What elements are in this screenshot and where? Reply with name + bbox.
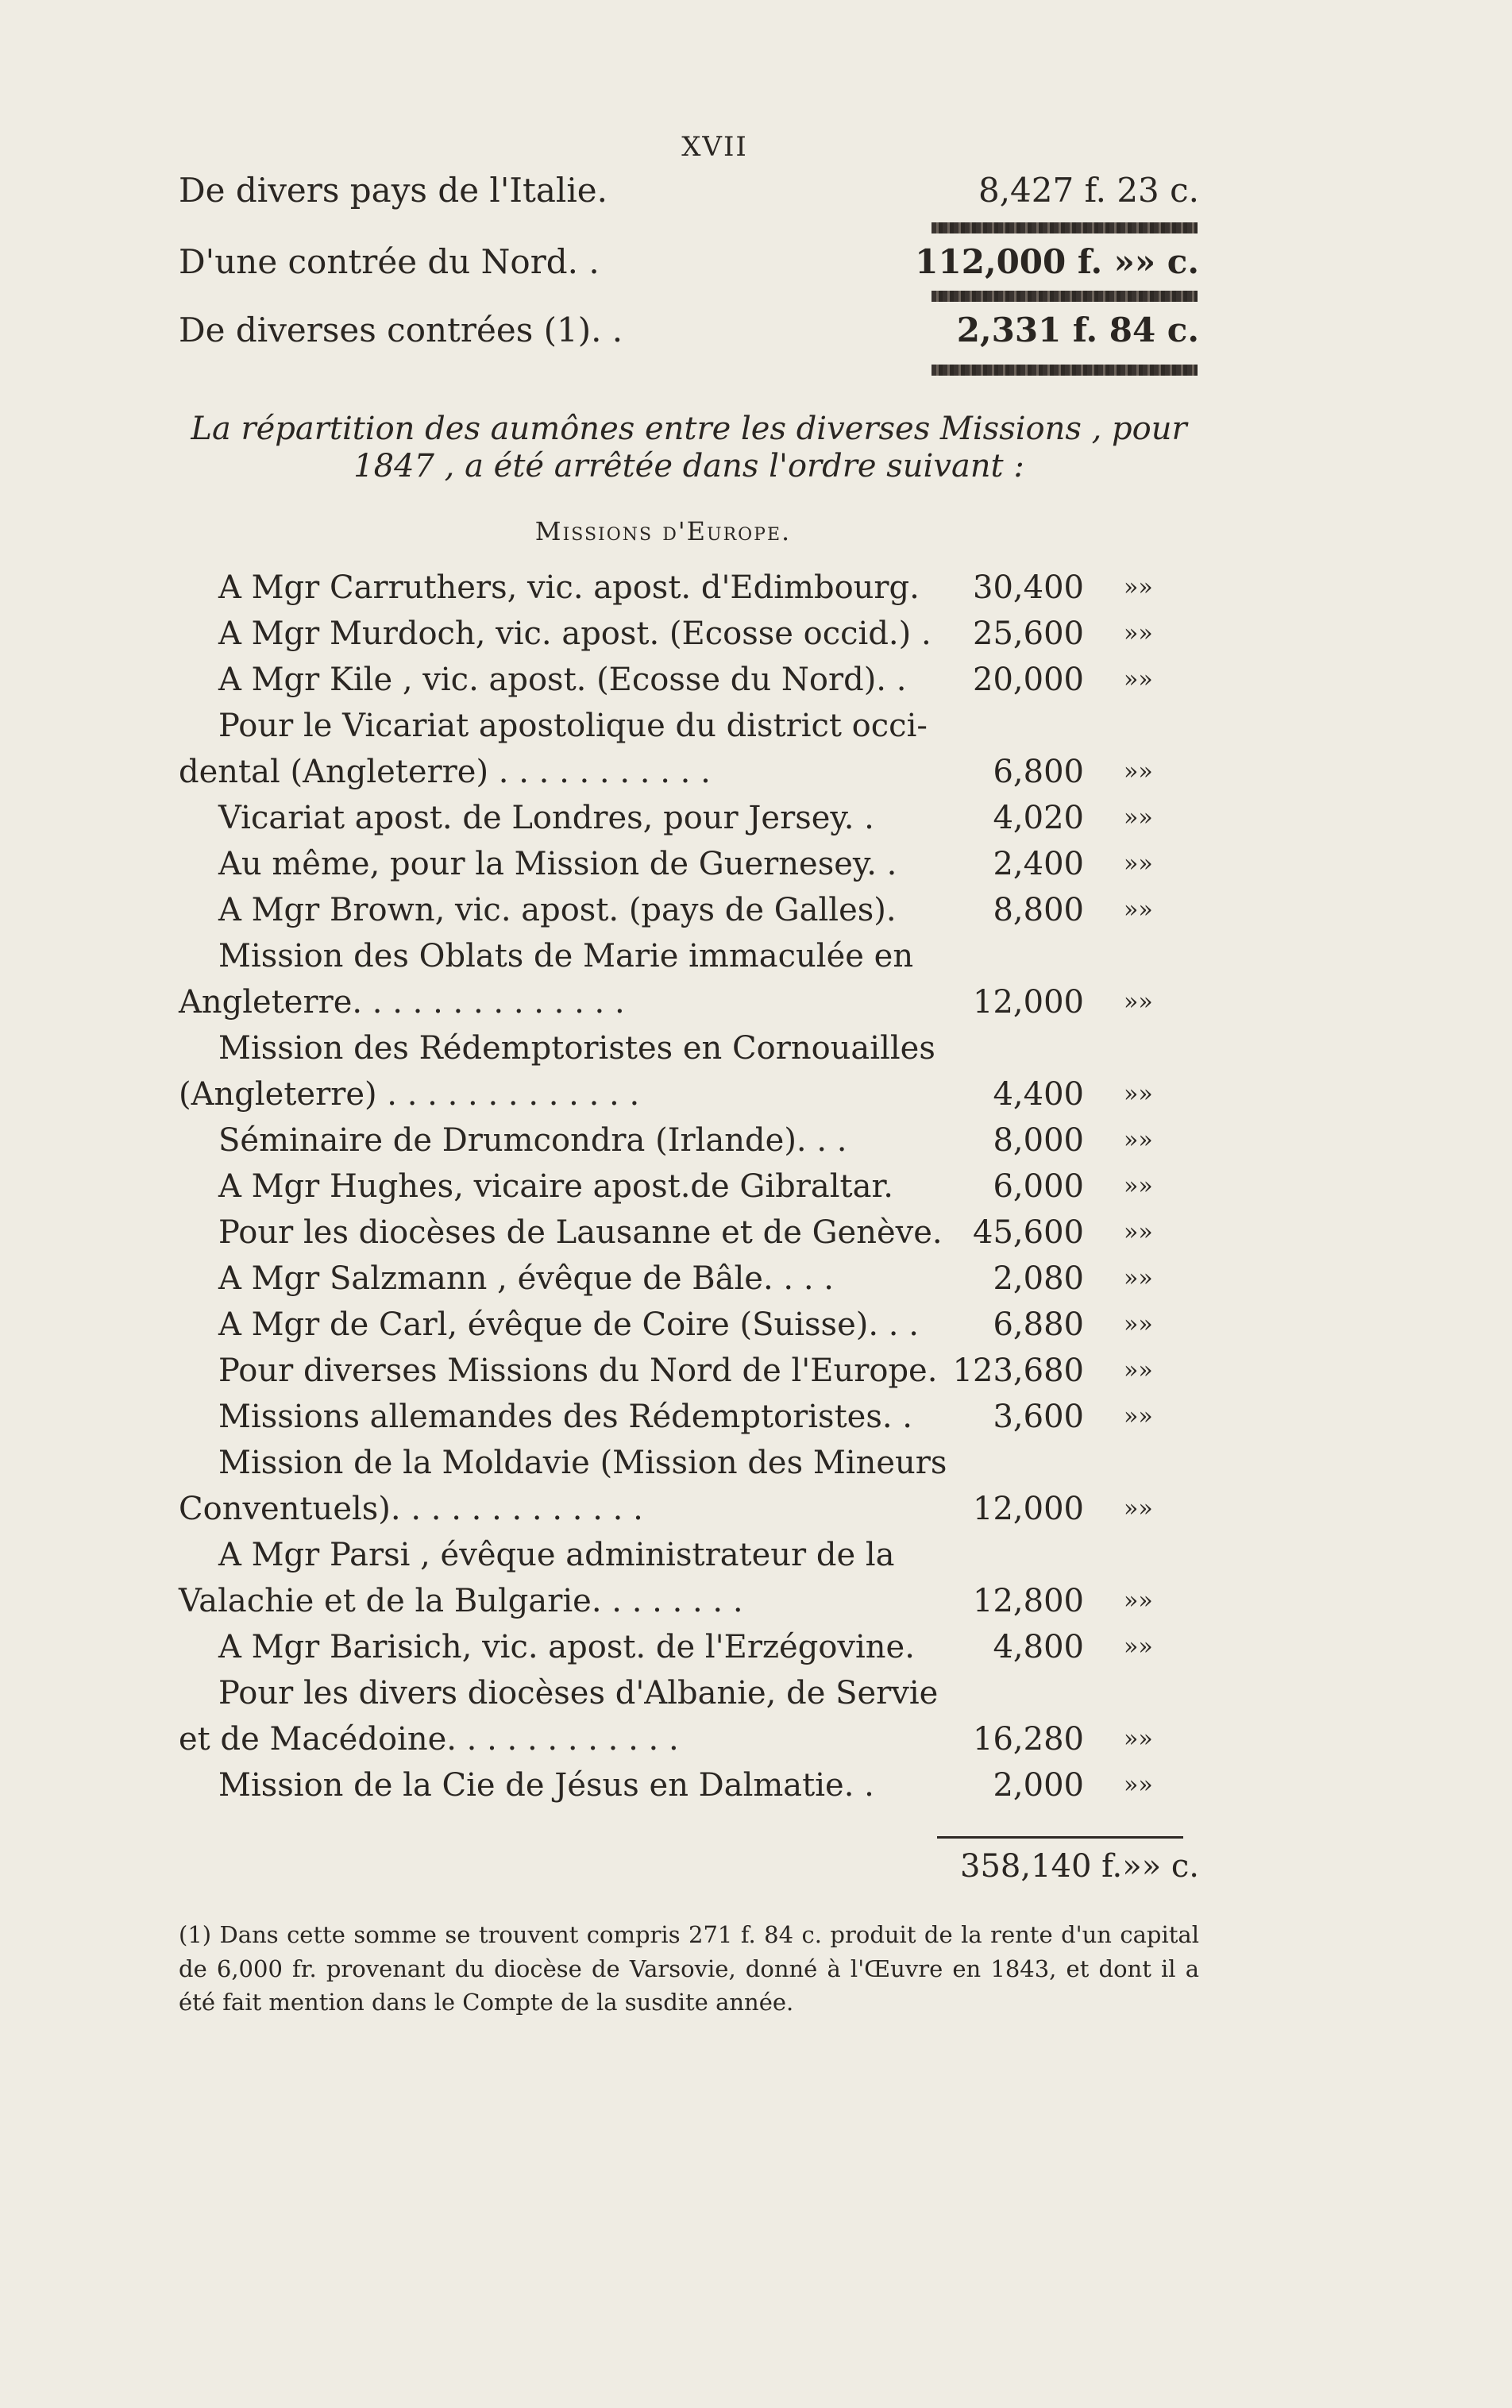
- allocation-label: Conventuels). . . . . . . . . . . . .: [179, 1491, 643, 1527]
- allocation-row: [179, 1302, 1199, 1348]
- allocation-row: [179, 703, 1199, 749]
- allocation-row: [179, 565, 1199, 611]
- allocation-row: [179, 1624, 1199, 1670]
- allocation-list: [179, 565, 1199, 1808]
- allocation-label: Valachie et de la Bulgarie. . . . . . . .: [179, 1583, 743, 1619]
- allocation-label: et de Macédoine. . . . . . . . . . . .: [179, 1721, 679, 1758]
- allocation-row: [179, 1670, 1199, 1716]
- allocation-cents: »»: [1124, 1495, 1153, 1522]
- allocation-cents: »»: [1124, 1587, 1153, 1615]
- allocation-cents: »»: [1124, 1264, 1153, 1292]
- allocation-label: Mission des Oblats de Marie immaculée en: [218, 938, 914, 974]
- allocation-row: [179, 1578, 1199, 1624]
- allocation-cents: »»: [1124, 758, 1153, 785]
- allocation-amount: 3,600: [993, 1399, 1084, 1435]
- allocation-row: [179, 1348, 1199, 1394]
- allocation-label: A Mgr Salzmann , évêque de Bâle. . . .: [218, 1260, 834, 1297]
- allocation-cents: »»: [1124, 1172, 1153, 1200]
- allocation-label: A Mgr Carruthers, vic. apost. d'Edimbourg.: [218, 569, 920, 606]
- allocation-label: Pour les diocèses de Lausanne et de Genève.: [218, 1214, 943, 1251]
- total-rule: [937, 1836, 1183, 1839]
- allocation-cents: »»: [1124, 896, 1153, 924]
- receipt-label: De diverses contrées (1). .: [179, 311, 623, 349]
- allocation-row: [179, 1163, 1199, 1210]
- allocation-row: [179, 1486, 1199, 1532]
- section-heading: Missions d'Europe.: [534, 516, 792, 546]
- allocation-label: A Mgr Hughes, vicaire apost.de Gibraltar.: [218, 1168, 893, 1205]
- receipt-row: [179, 170, 1199, 211]
- allocation-label: Mission de la Moldavie (Mission des Mineurs: [218, 1445, 947, 1481]
- allocation-label: A Mgr de Carl, évêque de Coire (Suisse). . .: [218, 1306, 919, 1343]
- allocation-row: [179, 795, 1199, 841]
- allocation-row: [179, 1440, 1199, 1486]
- allocation-cents: »»: [1124, 988, 1153, 1016]
- allocation-row: [179, 933, 1199, 979]
- allocation-cents: »»: [1124, 1403, 1153, 1430]
- allocation-row: [179, 1210, 1199, 1256]
- divider-bar: [932, 365, 1198, 376]
- allocation-row: [179, 1762, 1199, 1808]
- allocation-cents: »»: [1124, 1771, 1153, 1799]
- receipt-label: De divers pays de l'Italie.: [179, 171, 608, 210]
- allocation-cents: »»: [1124, 619, 1153, 647]
- allocation-cents: »»: [1124, 573, 1153, 601]
- intro-line-2: 1847 , a été arrêtée dans l'ordre suivant :: [353, 448, 1024, 484]
- allocation-amount: 12,800: [973, 1583, 1084, 1619]
- receipt-row: [179, 310, 1199, 351]
- receipt-amount: 112,000 f. »» c.: [915, 242, 1199, 281]
- allocation-cents: »»: [1124, 1218, 1153, 1246]
- allocation-label: Vicariat apost. de Londres, pour Jersey. .: [218, 800, 874, 836]
- footnote: (1) Dans cette somme se trouvent compris 271 f. 84 c. produit de la rente d'un capital de 6,000 fr. provenant du diocèse de Varsovie, donné à l'Œuvre en 1843, et dont il a été fait mention dans le Compte de la susdite année.: [179, 1921, 1199, 2016]
- allocation-amount: 8,000: [993, 1122, 1084, 1159]
- allocation-label: Mission de la Cie de Jésus en Dalmatie. .: [218, 1767, 874, 1804]
- allocation-row: [179, 657, 1199, 703]
- allocation-amount: 25,600: [973, 616, 1084, 652]
- receipt-amount: 8,427 f. 23 c.: [978, 171, 1199, 210]
- allocation-cents: »»: [1124, 1725, 1153, 1753]
- allocation-amount: 123,680: [952, 1353, 1084, 1389]
- allocation-label: Angleterre. . . . . . . . . . . . . .: [179, 984, 625, 1021]
- receipt-amount: 2,331 f. 84 c.: [956, 311, 1199, 349]
- allocation-amount: 12,000: [973, 984, 1084, 1021]
- allocation-row: [179, 1071, 1199, 1117]
- allocation-amount: 2,400: [993, 846, 1084, 882]
- allocation-amount: 6,880: [993, 1306, 1084, 1343]
- allocation-label: dental (Angleterre) . . . . . . . . . . .: [179, 754, 711, 790]
- allocation-label: Pour les divers diocèses d'Albanie, de Servie: [218, 1675, 939, 1711]
- total-amount: 358,140 f.»» c.: [960, 1848, 1199, 1885]
- divider-bar: [932, 291, 1198, 302]
- allocation-label: A Mgr Barisich, vic. apost. de l'Erzégovine.: [218, 1629, 915, 1665]
- allocation-cents: »»: [1124, 1356, 1153, 1384]
- allocation-amount: 8,800: [993, 892, 1084, 928]
- allocation-row: [179, 979, 1199, 1025]
- allocation-amount: 4,400: [993, 1076, 1084, 1113]
- allocation-amount: 2,080: [993, 1260, 1084, 1297]
- allocation-row: [179, 1716, 1199, 1762]
- allocation-label: Pour diverses Missions du Nord de l'Europe.: [218, 1353, 938, 1389]
- allocation-cents: »»: [1124, 1310, 1153, 1338]
- allocation-amount: 45,600: [973, 1214, 1084, 1251]
- allocation-cents: »»: [1124, 1080, 1153, 1108]
- allocation-label: Missions allemandes des Rédemptoristes. .: [218, 1399, 912, 1435]
- intro-line-1: La répartition des aumônes entre les diverses Missions , pour: [191, 411, 1187, 447]
- allocation-label: Au même, pour la Mission de Guernesey. .: [218, 846, 897, 882]
- allocation-amount: 6,800: [993, 754, 1084, 790]
- allocation-amount: 20,000: [973, 662, 1084, 698]
- allocation-row: [179, 1025, 1199, 1071]
- page-number: XVII: [681, 131, 748, 163]
- receipt-label: D'une contrée du Nord. .: [179, 242, 600, 281]
- allocation-cents: »»: [1124, 1633, 1153, 1661]
- allocation-row: [179, 1532, 1199, 1578]
- allocation-row: [179, 611, 1199, 657]
- allocation-row: [179, 1256, 1199, 1302]
- allocation-label: Pour le Vicariat apostolique du district occi-: [218, 708, 928, 744]
- divider-bar: [932, 222, 1198, 233]
- allocation-label: Mission des Rédemptoristes en Cornouailles: [218, 1030, 935, 1067]
- allocation-row: [179, 1394, 1199, 1440]
- allocation-label: A Mgr Murdoch, vic. apost. (Ecosse occid.) .: [218, 616, 932, 652]
- allocation-label: (Angleterre) . . . . . . . . . . . . .: [179, 1076, 640, 1113]
- allocation-cents: »»: [1124, 804, 1153, 832]
- allocation-label: A Mgr Kile , vic. apost. (Ecosse du Nord). .: [218, 662, 907, 698]
- allocation-row: [179, 841, 1199, 887]
- receipt-row: [179, 241, 1199, 283]
- allocation-amount: 12,000: [973, 1491, 1084, 1527]
- allocation-amount: 4,800: [993, 1629, 1084, 1665]
- allocation-label: Séminaire de Drumcondra (Irlande). . .: [218, 1122, 847, 1159]
- allocation-row: [179, 1117, 1199, 1163]
- allocation-cents: »»: [1124, 666, 1153, 693]
- allocation-row: [179, 887, 1199, 933]
- allocation-cents: »»: [1124, 1126, 1153, 1154]
- allocation-amount: 6,000: [993, 1168, 1084, 1205]
- allocation-amount: 16,280: [973, 1721, 1084, 1758]
- allocation-cents: »»: [1124, 850, 1153, 878]
- allocation-amount: 4,020: [993, 800, 1084, 836]
- allocation-amount: 2,000: [993, 1767, 1084, 1804]
- allocation-label: A Mgr Parsi , évêque administrateur de la: [218, 1537, 895, 1573]
- allocation-amount: 30,400: [973, 569, 1084, 606]
- allocation-row: [179, 749, 1199, 795]
- allocation-label: A Mgr Brown, vic. apost. (pays de Galles).: [218, 892, 897, 928]
